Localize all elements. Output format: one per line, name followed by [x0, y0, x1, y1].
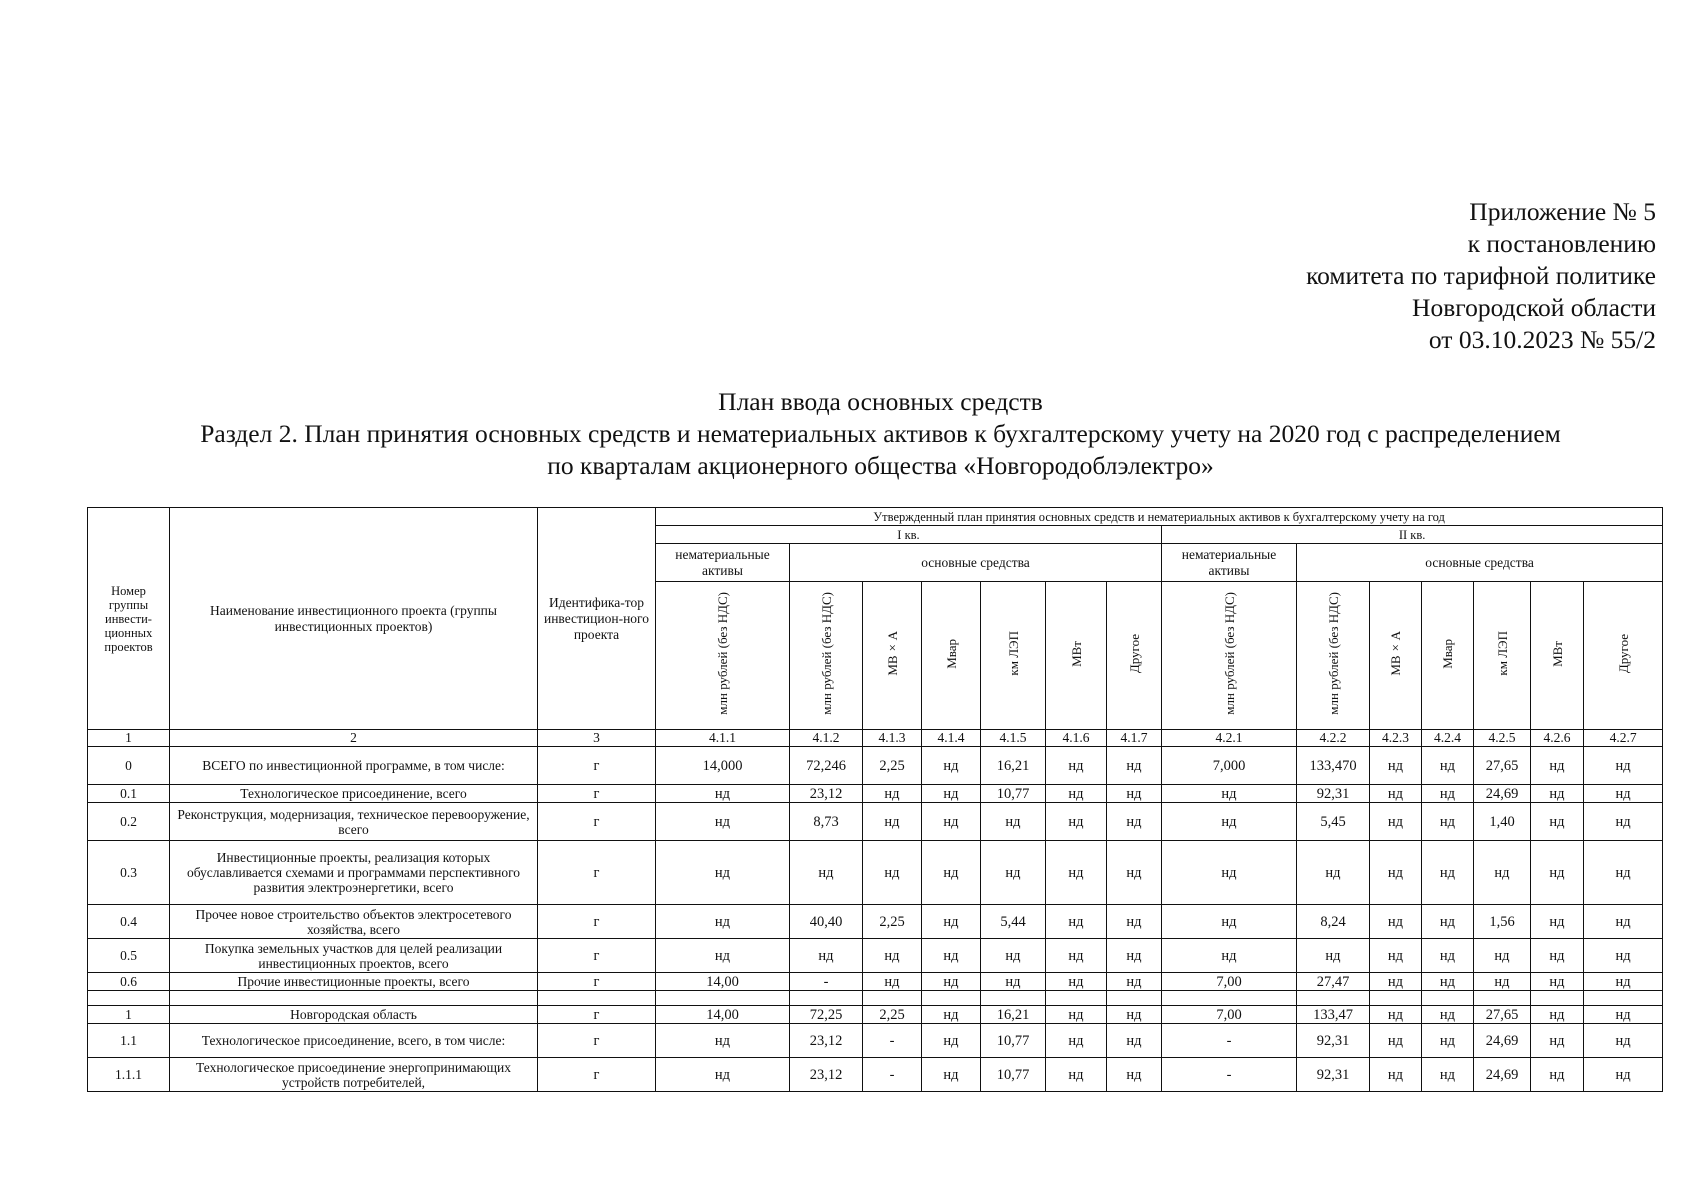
row-value: 24,69: [1474, 1024, 1531, 1058]
row-project-name: Прочие инвестиционные проекты, всего: [170, 973, 538, 991]
row-value: 2,25: [863, 747, 922, 785]
header-fixed-assets-q2: основные средства: [1297, 544, 1663, 582]
row-value: нд: [1422, 1058, 1474, 1092]
row-value: -: [790, 973, 863, 991]
row-value: нд: [1297, 841, 1370, 905]
spacer-cell: [1046, 991, 1107, 1006]
row-value: нд: [922, 841, 981, 905]
row-value: нд: [1046, 1058, 1107, 1092]
row-value: нд: [1584, 747, 1663, 785]
row-value: нд: [1046, 939, 1107, 973]
header-fixed-assets-q1: основные средства: [790, 544, 1162, 582]
row-project-name: Новгородская область: [170, 1006, 538, 1024]
row-value: 16,21: [981, 1006, 1046, 1024]
row-value: нд: [656, 785, 790, 803]
header-unit: Мвар: [922, 582, 981, 730]
header-unit: млн рублей (без НДС): [790, 582, 863, 730]
row-value: нд: [1422, 939, 1474, 973]
row-project-name: Прочее новое строительство объектов электросетевого хозяйства, всего: [170, 905, 538, 939]
row-value: 14,00: [656, 973, 790, 991]
row-value: 14,000: [656, 747, 790, 785]
row-value: нд: [1422, 1024, 1474, 1058]
header-unit: млн рублей (без НДС): [1297, 582, 1370, 730]
row-value: нд: [1584, 803, 1663, 841]
spacer-cell: [1474, 991, 1531, 1006]
row-number: 0: [88, 747, 170, 785]
row-value: нд: [1474, 973, 1531, 991]
row-value: нд: [1107, 1024, 1162, 1058]
index-cell: 4.1.6: [1046, 730, 1107, 747]
row-value: 10,77: [981, 785, 1046, 803]
row-value: нд: [656, 803, 790, 841]
row-project-name: Технологическое присоединение, всего: [170, 785, 538, 803]
row-value: нд: [656, 939, 790, 973]
row-value: 2,25: [863, 1006, 922, 1024]
row-value: нд: [863, 973, 922, 991]
row-value: нд: [1107, 841, 1162, 905]
header-unit: МВ×А: [863, 582, 922, 730]
row-identifier: г: [538, 905, 656, 939]
row-value: нд: [1584, 841, 1663, 905]
header-unit: км ЛЭП: [1474, 582, 1531, 730]
row-value: нд: [1584, 939, 1663, 973]
spacer-cell: [88, 991, 170, 1006]
row-value: 10,77: [981, 1058, 1046, 1092]
spacer-cell: [981, 991, 1046, 1006]
appendix-block: [1306, 196, 1656, 356]
row-value: нд: [1584, 785, 1663, 803]
row-value: нд: [922, 905, 981, 939]
spacer-cell: [656, 991, 790, 1006]
row-number: 1: [88, 1006, 170, 1024]
row-value: нд: [922, 939, 981, 973]
row-value: нд: [1162, 905, 1297, 939]
row-value: нд: [1422, 973, 1474, 991]
row-project-name: Реконструкция, модернизация, техническое перевооружение, всего: [170, 803, 538, 841]
index-cell: 1: [88, 730, 170, 747]
row-value: нд: [1531, 841, 1584, 905]
index-cell: 4.2.6: [1531, 730, 1584, 747]
table-row: [88, 973, 1663, 991]
row-value: нд: [1531, 973, 1584, 991]
index-row: [88, 730, 1663, 747]
row-value: 72,246: [790, 747, 863, 785]
row-value: нд: [1422, 905, 1474, 939]
appendix-line: Приложение № 5: [1469, 197, 1656, 226]
header-unit: млн рублей (без НДС): [1162, 582, 1297, 730]
row-value: нд: [1107, 973, 1162, 991]
row-value: нд: [922, 785, 981, 803]
row-value: нд: [1046, 1024, 1107, 1058]
index-cell: 4.1.5: [981, 730, 1046, 747]
row-value: нд: [1584, 973, 1663, 991]
index-cell: 4.2.2: [1297, 730, 1370, 747]
row-value: нд: [863, 841, 922, 905]
table-row: [88, 785, 1663, 803]
row-value: нд: [1370, 747, 1422, 785]
row-value: 40,40: [790, 905, 863, 939]
row-value: нд: [981, 841, 1046, 905]
spacer-cell: [790, 991, 863, 1006]
row-value: нд: [1531, 905, 1584, 939]
row-value: нд: [1584, 905, 1663, 939]
header-group-no: Номер группы инвести-ционных проектов: [88, 508, 170, 730]
row-value: нд: [1531, 747, 1584, 785]
row-value: нд: [1584, 1058, 1663, 1092]
row-identifier: г: [538, 973, 656, 991]
spacer-cell: [1162, 991, 1297, 1006]
row-number: 1.1.1: [88, 1058, 170, 1092]
header-unit: млн рублей (без НДС): [656, 582, 790, 730]
row-identifier: г: [538, 1058, 656, 1092]
table-row: [88, 939, 1663, 973]
row-value: нд: [863, 939, 922, 973]
row-identifier: г: [538, 803, 656, 841]
row-value: нд: [1370, 905, 1422, 939]
row-value: нд: [1046, 973, 1107, 991]
row-value: нд: [922, 1058, 981, 1092]
row-value: нд: [656, 1058, 790, 1092]
row-value: 133,47: [1297, 1006, 1370, 1024]
row-value: нд: [1107, 747, 1162, 785]
row-value: нд: [1370, 785, 1422, 803]
row-project-name: Технологическое присоединение, всего, в том числе:: [170, 1024, 538, 1058]
row-project-name: Инвестиционные проекты, реализация которых обуславливается схемами и программами перспективного развития электроэнергетики, всего: [170, 841, 538, 905]
row-identifier: г: [538, 1024, 656, 1058]
table-row: [88, 905, 1663, 939]
row-value: нд: [1422, 841, 1474, 905]
table-row: [88, 1058, 1663, 1092]
row-value: 24,69: [1474, 785, 1531, 803]
row-value: нд: [1162, 785, 1297, 803]
table-row: [88, 1006, 1663, 1024]
header-project-name: Наименование инвестиционного проекта (группы инвестиционных проектов): [170, 508, 538, 730]
row-value: 14,00: [656, 1006, 790, 1024]
row-project-name: Покупка земельных участков для целей реализации инвестиционных проектов, всего: [170, 939, 538, 973]
plan-table: [87, 507, 1663, 1092]
row-value: -: [863, 1058, 922, 1092]
row-value: нд: [1107, 1006, 1162, 1024]
index-cell: 2: [170, 730, 538, 747]
row-number: 0.5: [88, 939, 170, 973]
row-value: нд: [1474, 841, 1531, 905]
row-value: нд: [656, 1024, 790, 1058]
row-number: 0.6: [88, 973, 170, 991]
title-line-1: План ввода основных средств: [718, 387, 1043, 416]
title-line-3: по кварталам акционерного общества «Новгородоблэлектро»: [547, 451, 1214, 480]
row-identifier: г: [538, 785, 656, 803]
index-cell: 4.2.4: [1422, 730, 1474, 747]
row-value: нд: [1531, 1006, 1584, 1024]
row-value: нд: [1370, 973, 1422, 991]
spacer-row: [88, 991, 1663, 1006]
row-value: 7,00: [1162, 973, 1297, 991]
index-cell: 4.1.7: [1107, 730, 1162, 747]
row-value: нд: [1584, 1024, 1663, 1058]
spacer-cell: [1531, 991, 1584, 1006]
row-value: 92,31: [1297, 785, 1370, 803]
index-cell: 4.1.2: [790, 730, 863, 747]
row-value: нд: [922, 1024, 981, 1058]
spacer-cell: [1107, 991, 1162, 1006]
row-value: нд: [1422, 747, 1474, 785]
appendix-line: от 03.10.2023 № 55/2: [1428, 325, 1656, 354]
row-value: нд: [1046, 747, 1107, 785]
row-value: нд: [981, 803, 1046, 841]
row-value: нд: [922, 973, 981, 991]
row-value: нд: [1107, 785, 1162, 803]
row-value: 23,12: [790, 1058, 863, 1092]
row-value: нд: [1297, 939, 1370, 973]
row-value: нд: [656, 905, 790, 939]
index-cell: 4.2.5: [1474, 730, 1531, 747]
row-value: нд: [1107, 803, 1162, 841]
row-value: нд: [1107, 905, 1162, 939]
row-value: нд: [656, 841, 790, 905]
row-value: нд: [1422, 785, 1474, 803]
row-value: 7,00: [1162, 1006, 1297, 1024]
index-cell: 4.1.1: [656, 730, 790, 747]
row-value: 2,25: [863, 905, 922, 939]
row-value: нд: [1531, 785, 1584, 803]
row-value: 7,000: [1162, 747, 1297, 785]
row-value: нд: [1370, 841, 1422, 905]
row-value: 16,21: [981, 747, 1046, 785]
row-value: 1,40: [1474, 803, 1531, 841]
header-unit: МВт: [1531, 582, 1584, 730]
spacer-cell: [1370, 991, 1422, 1006]
table-row: [88, 747, 1663, 785]
row-value: -: [863, 1024, 922, 1058]
row-value: 5,44: [981, 905, 1046, 939]
header-intangible-q2: нематериальные активы: [1162, 544, 1297, 582]
row-value: нд: [1422, 803, 1474, 841]
header-unit: Другое: [1107, 582, 1162, 730]
row-value: 8,73: [790, 803, 863, 841]
row-value: 27,65: [1474, 747, 1531, 785]
row-value: 27,47: [1297, 973, 1370, 991]
row-value: нд: [1531, 939, 1584, 973]
row-identifier: г: [538, 939, 656, 973]
row-value: нд: [1422, 1006, 1474, 1024]
index-cell: 3: [538, 730, 656, 747]
row-value: нд: [1531, 1024, 1584, 1058]
table-row: [88, 1024, 1663, 1058]
spacer-cell: [1297, 991, 1370, 1006]
row-value: нд: [790, 939, 863, 973]
row-value: нд: [981, 939, 1046, 973]
row-value: 24,69: [1474, 1058, 1531, 1092]
row-value: нд: [922, 747, 981, 785]
row-number: 1.1: [88, 1024, 170, 1058]
row-value: нд: [863, 785, 922, 803]
row-value: 133,470: [1297, 747, 1370, 785]
spacer-cell: [170, 991, 538, 1006]
document-title: [88, 386, 1673, 482]
index-cell: 4.2.3: [1370, 730, 1422, 747]
row-value: нд: [1584, 1006, 1663, 1024]
row-value: 92,31: [1297, 1024, 1370, 1058]
row-project-name: ВСЕГО по инвестиционной программе, в том числе:: [170, 747, 538, 785]
row-value: нд: [1162, 841, 1297, 905]
row-value: нд: [1370, 803, 1422, 841]
header-unit: МВт: [1046, 582, 1107, 730]
row-value: -: [1162, 1058, 1297, 1092]
row-number: 0.1: [88, 785, 170, 803]
row-value: нд: [1370, 1058, 1422, 1092]
row-value: 23,12: [790, 785, 863, 803]
appendix-line: Новгородской области: [1412, 293, 1656, 322]
row-value: нд: [1474, 939, 1531, 973]
row-identifier: г: [538, 841, 656, 905]
row-value: нд: [1046, 841, 1107, 905]
title-line-2: Раздел 2. План принятия основных средств и нематериальных активов к бухгалтерскому учету на 2020 год с распределением: [200, 419, 1561, 448]
spacer-cell: [922, 991, 981, 1006]
header-intangible-q1: нематериальные активы: [656, 544, 790, 582]
row-value: нд: [981, 973, 1046, 991]
row-value: 8,24: [1297, 905, 1370, 939]
spacer-cell: [1584, 991, 1663, 1006]
row-value: нд: [1046, 1006, 1107, 1024]
header-unit: Другое: [1584, 582, 1663, 730]
row-value: нд: [790, 841, 863, 905]
row-number: 0.4: [88, 905, 170, 939]
header-identifier: Идентифика-тор инвестицион-ного проекта: [538, 508, 656, 730]
row-value: 92,31: [1297, 1058, 1370, 1092]
spacer-cell: [1422, 991, 1474, 1006]
row-value: нд: [1046, 803, 1107, 841]
row-value: нд: [1107, 1058, 1162, 1092]
table-row: [88, 841, 1663, 905]
row-value: 5,45: [1297, 803, 1370, 841]
spacer-cell: [863, 991, 922, 1006]
header-approved-plan: Утвержденный план принятия основных средств и нематериальных активов к бухгалтерскому учету на год: [656, 508, 1663, 526]
row-value: нд: [1162, 939, 1297, 973]
row-value: 23,12: [790, 1024, 863, 1058]
row-value: 72,25: [790, 1006, 863, 1024]
row-value: нд: [1046, 785, 1107, 803]
row-project-name: Технологическое присоединение энергопринимающих устройств потребителей,: [170, 1058, 538, 1092]
index-cell: 4.1.4: [922, 730, 981, 747]
row-value: нд: [1531, 1058, 1584, 1092]
row-value: нд: [1370, 939, 1422, 973]
index-cell: 4.1.3: [863, 730, 922, 747]
row-value: нд: [922, 803, 981, 841]
row-identifier: г: [538, 1006, 656, 1024]
table-row: [88, 803, 1663, 841]
index-cell: 4.2.1: [1162, 730, 1297, 747]
appendix-line: комитета по тарифной политике: [1306, 261, 1656, 290]
row-number: 0.2: [88, 803, 170, 841]
spacer-cell: [538, 991, 656, 1006]
index-cell: 4.2.7: [1584, 730, 1663, 747]
row-identifier: г: [538, 747, 656, 785]
header-q2: II кв.: [1162, 526, 1663, 544]
header-q1: I кв.: [656, 526, 1162, 544]
appendix-line: к постановлению: [1467, 229, 1656, 258]
row-value: нд: [1370, 1024, 1422, 1058]
table-body: [88, 747, 1663, 1092]
row-value: нд: [1531, 803, 1584, 841]
row-value: 27,65: [1474, 1006, 1531, 1024]
row-value: нд: [1162, 803, 1297, 841]
header-unit: МВ×А: [1370, 582, 1422, 730]
row-value: нд: [922, 1006, 981, 1024]
row-value: нд: [863, 803, 922, 841]
row-value: 1,56: [1474, 905, 1531, 939]
row-value: нд: [1046, 905, 1107, 939]
row-value: нд: [1107, 939, 1162, 973]
row-value: 10,77: [981, 1024, 1046, 1058]
row-value: -: [1162, 1024, 1297, 1058]
row-number: 0.3: [88, 841, 170, 905]
header-unit: Мвар: [1422, 582, 1474, 730]
row-value: нд: [1370, 1006, 1422, 1024]
header-unit: км ЛЭП: [981, 582, 1046, 730]
